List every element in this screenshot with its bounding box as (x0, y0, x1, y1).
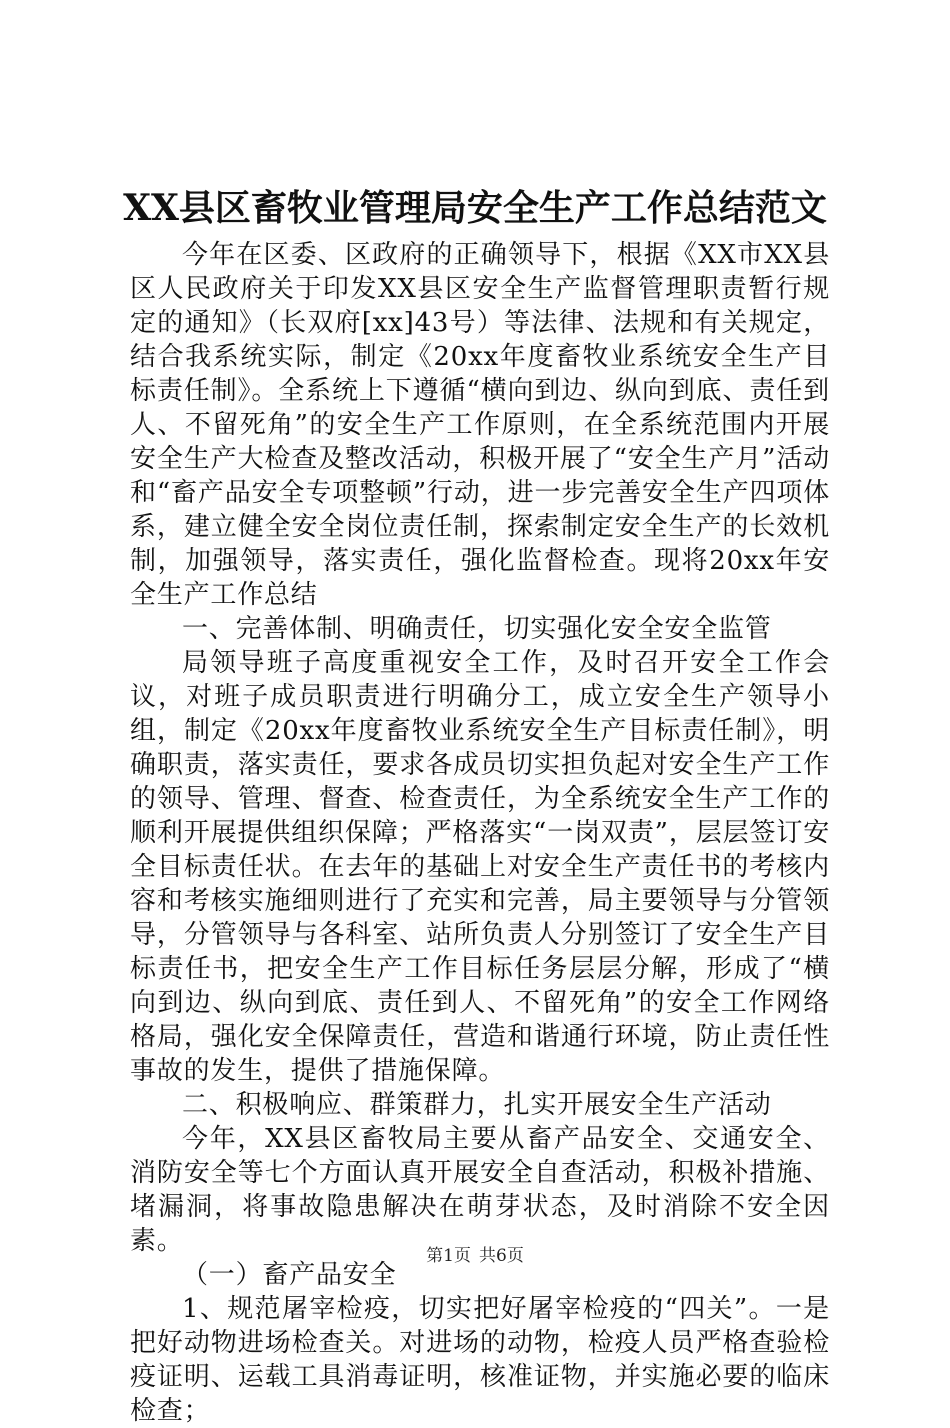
section-heading-1: 一、完善体制、明确责任，切实强化安全安全监管 (182, 614, 772, 644)
section-heading-2: 二、积极响应、群策群力，扎实开展安全生产活动 (182, 1090, 772, 1120)
paragraph-section-1: 局领导班子高度重视安全工作，及时召开安全工作会议，对班子成员职责进行明确分工，成立安全生产领导小组，制定《20xx年度畜牧业系统安全生产目标责任制》，明确职责，落实责任，要求各成员切实担负起对安全生产工作的领导、管理、督查、检查责任，为全系统安全生产工作的顺利开展提供组织保障；严格落实“一岗双责”，层层签订安全目标责任状。在去年的基础上对安全生产责任书的考核内容和考核实施细则进行了充实和完善，局主要领导与分管领导，分管领导与各科室、站所负责人分别签订了安全生产目标责任书，把安全生产工作目标任务层层分解，形成了“横向到边、纵向到底、责任到人、不留死角”的安全工作网络格局，强化安全保障责任，营造和谐通行环境，防止责任性事故的发生，提供了措施保障。 (130, 648, 830, 1086)
subsection-heading-1: （一）畜产品安全 (182, 1260, 397, 1290)
document-title: XX县区畜牧业管理局安全生产工作总结范文 (123, 187, 827, 229)
page-footer (0, 1244, 950, 1268)
page-total: 共6页 (479, 1246, 524, 1266)
paragraph-section-2: 今年，XX县区畜牧局主要从畜产品安全、交通安全、消防安全等七个方面认真开展安全自查活动，积极补措施、堵漏洞，将事故隐患解决在萌芽状态，及时消除不安全因素。 (130, 1124, 830, 1256)
paragraph-subsection-1: 1、规范屠宰检疫，切实把好屠宰检疫的“四关”。一是把好动物进场检查关。对进场的动物，检疫人员严格查验检疫证明、运载工具消毒证明，核准证物，并实施必要的临床检查； (130, 1294, 830, 1426)
paragraph-intro: 今年在区委、区政府的正确领导下，根据《XX市XX县区人民政府关于印发XX县区安全生产监督管理职责暂行规定的通知》（长双府[xx]43号）等法律、法规和有关规定，结合我系统实际，制定《20xx年度畜牧业系统安全生产目标责任制》。全系统上下遵循“横向到边、纵向到底、责任到人、不留死角”的安全生产工作原则，在全系统范围内开展安全生产大检查及整改活动，积极开展了“安全生产月”活动和“畜产品安全专项整顿”行动，进一步完善安全生产四项体系，建立健全安全岗位责任制，探索制定安全生产的长效机制，加强领导，落实责任，强化监督检查。现将20xx年安全生产工作总结 (130, 240, 830, 610)
page-number: 第1页 (426, 1246, 471, 1266)
